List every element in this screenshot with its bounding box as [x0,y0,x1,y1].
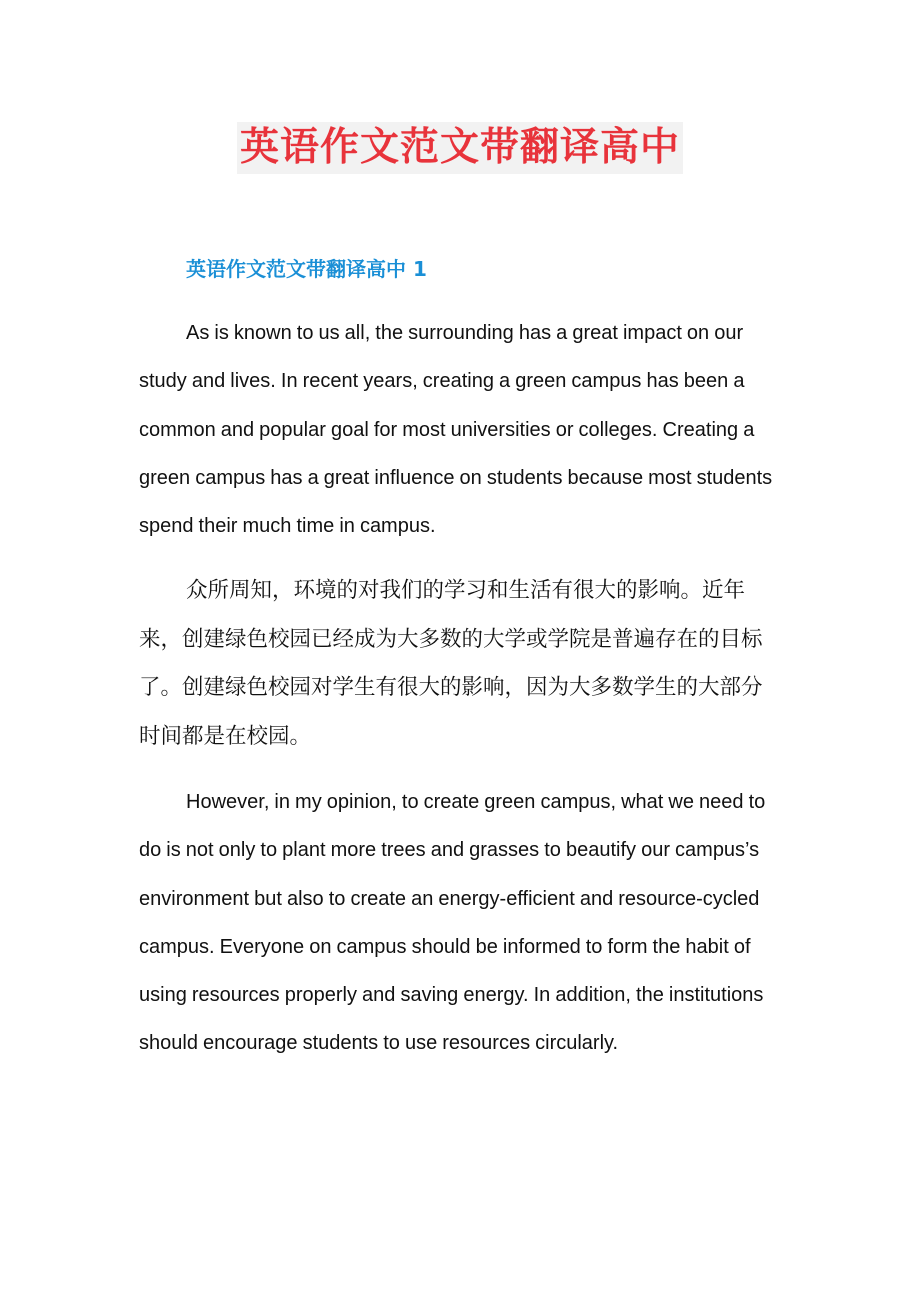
section-heading: 英语作文范文带翻译高中 1 [186,257,427,281]
paragraph-chinese-translation: 众所周知，环境的对我们的学习和生活有很大的影响。近年来，创建绿色校园已经成为大多数的大学或学院是普遍存在的目标了。创建绿色校园对学生有很大的影响，因为大多数学生的大部分时间都是在校园。 [139,578,763,749]
paragraph-english-opinion: However, in my opinion, to create green campus, what we need to do is not only to plant more trees and grasses to beautify our campus’s environment but also to create an energy-efficient and resource-cycled campus. Everyone on campus should be informed to form the habit of using resources properly and saving energy. In addition, the institutions should encourage students to use resources circularly. [139,791,766,1055]
title-container [0,122,920,174]
page-title: 英语作文范文带翻译高中 [237,122,683,174]
paragraph-english-intro: As is known to us all, the surrounding has a great impact on our study and lives. In recent years, creating a green campus has been a common and popular goal for most universities or colleges. Creating a green campus has a great influence on students because most students spend their much time in campus. [139,322,773,538]
